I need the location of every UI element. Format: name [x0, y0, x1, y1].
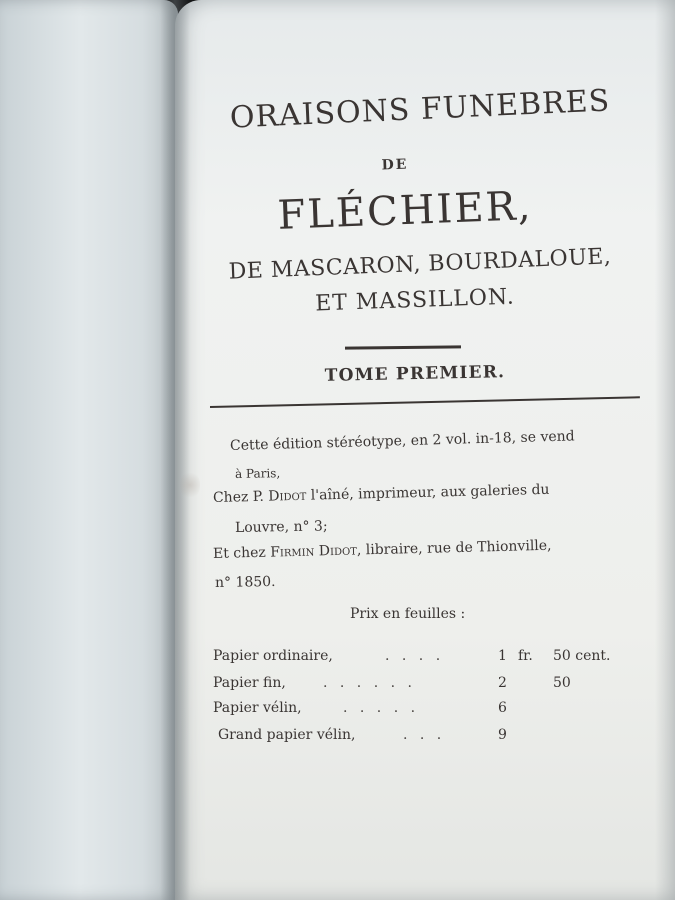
price-francs: 6 — [498, 700, 507, 716]
imprint-line-1: Cette édition stéréotype, en 2 vol. in-18, se vend — [229, 428, 575, 454]
price-label: Papier fin, — [213, 675, 286, 691]
leader-dots: . . . — [403, 727, 446, 743]
price-francs: 9 — [498, 727, 507, 743]
price-row — [213, 648, 653, 670]
price-unit: fr. — [518, 648, 533, 664]
imprint-text: l'aîné, imprimeur, aux galeries du — [306, 481, 550, 504]
leader-dots: . . . . . . — [323, 675, 416, 691]
imprint-line-2: à Paris, — [234, 466, 281, 481]
title-line-4: DE MASCARON, BOURDALOUE, — [228, 244, 612, 285]
title-author: FLÉCHIER, — [276, 183, 534, 239]
price-cents: 50 — [553, 675, 571, 691]
price-row — [213, 727, 653, 749]
price-heading: Prix en feuilles : — [350, 606, 466, 622]
price-row — [213, 700, 653, 722]
volume-label: TOME PREMIER. — [324, 362, 506, 386]
price-francs: 2 — [498, 675, 507, 691]
printer-name: Didot — [268, 487, 307, 505]
imprint-text: , libraire, rue de Thionville, — [356, 537, 552, 559]
imprint-text: Chez P. — [212, 488, 269, 506]
price-row — [213, 675, 653, 697]
imprint-line-3 — [213, 482, 550, 506]
imprint-line-6: n° 1850. — [214, 573, 276, 591]
imprint-text: Et chez — [212, 544, 271, 562]
title-page — [175, 0, 675, 900]
price-label: Grand papier vélin, — [218, 727, 356, 743]
bookseller-name: Firmin Didot — [270, 542, 358, 561]
price-label: Papier ordinaire, — [213, 648, 333, 664]
left-page — [0, 0, 178, 900]
divider-short — [345, 345, 461, 349]
leader-dots: . . . . . — [343, 700, 420, 716]
leader-dots: . . . . — [385, 648, 445, 664]
price-label: Papier vélin, — [213, 700, 302, 716]
title-line-2: DE — [381, 156, 409, 174]
paper-stain — [180, 470, 200, 500]
title-line-5: ET MASSILLON. — [314, 284, 516, 317]
price-cents: 50 cent. — [553, 648, 611, 664]
price-francs: 1 — [498, 648, 507, 664]
imprint-line-4: Louvre, n° 3; — [234, 518, 328, 536]
title-line-1: ORAISONS FUNEBRES — [229, 83, 611, 136]
imprint-line-5 — [213, 538, 552, 562]
divider-long — [210, 396, 640, 408]
